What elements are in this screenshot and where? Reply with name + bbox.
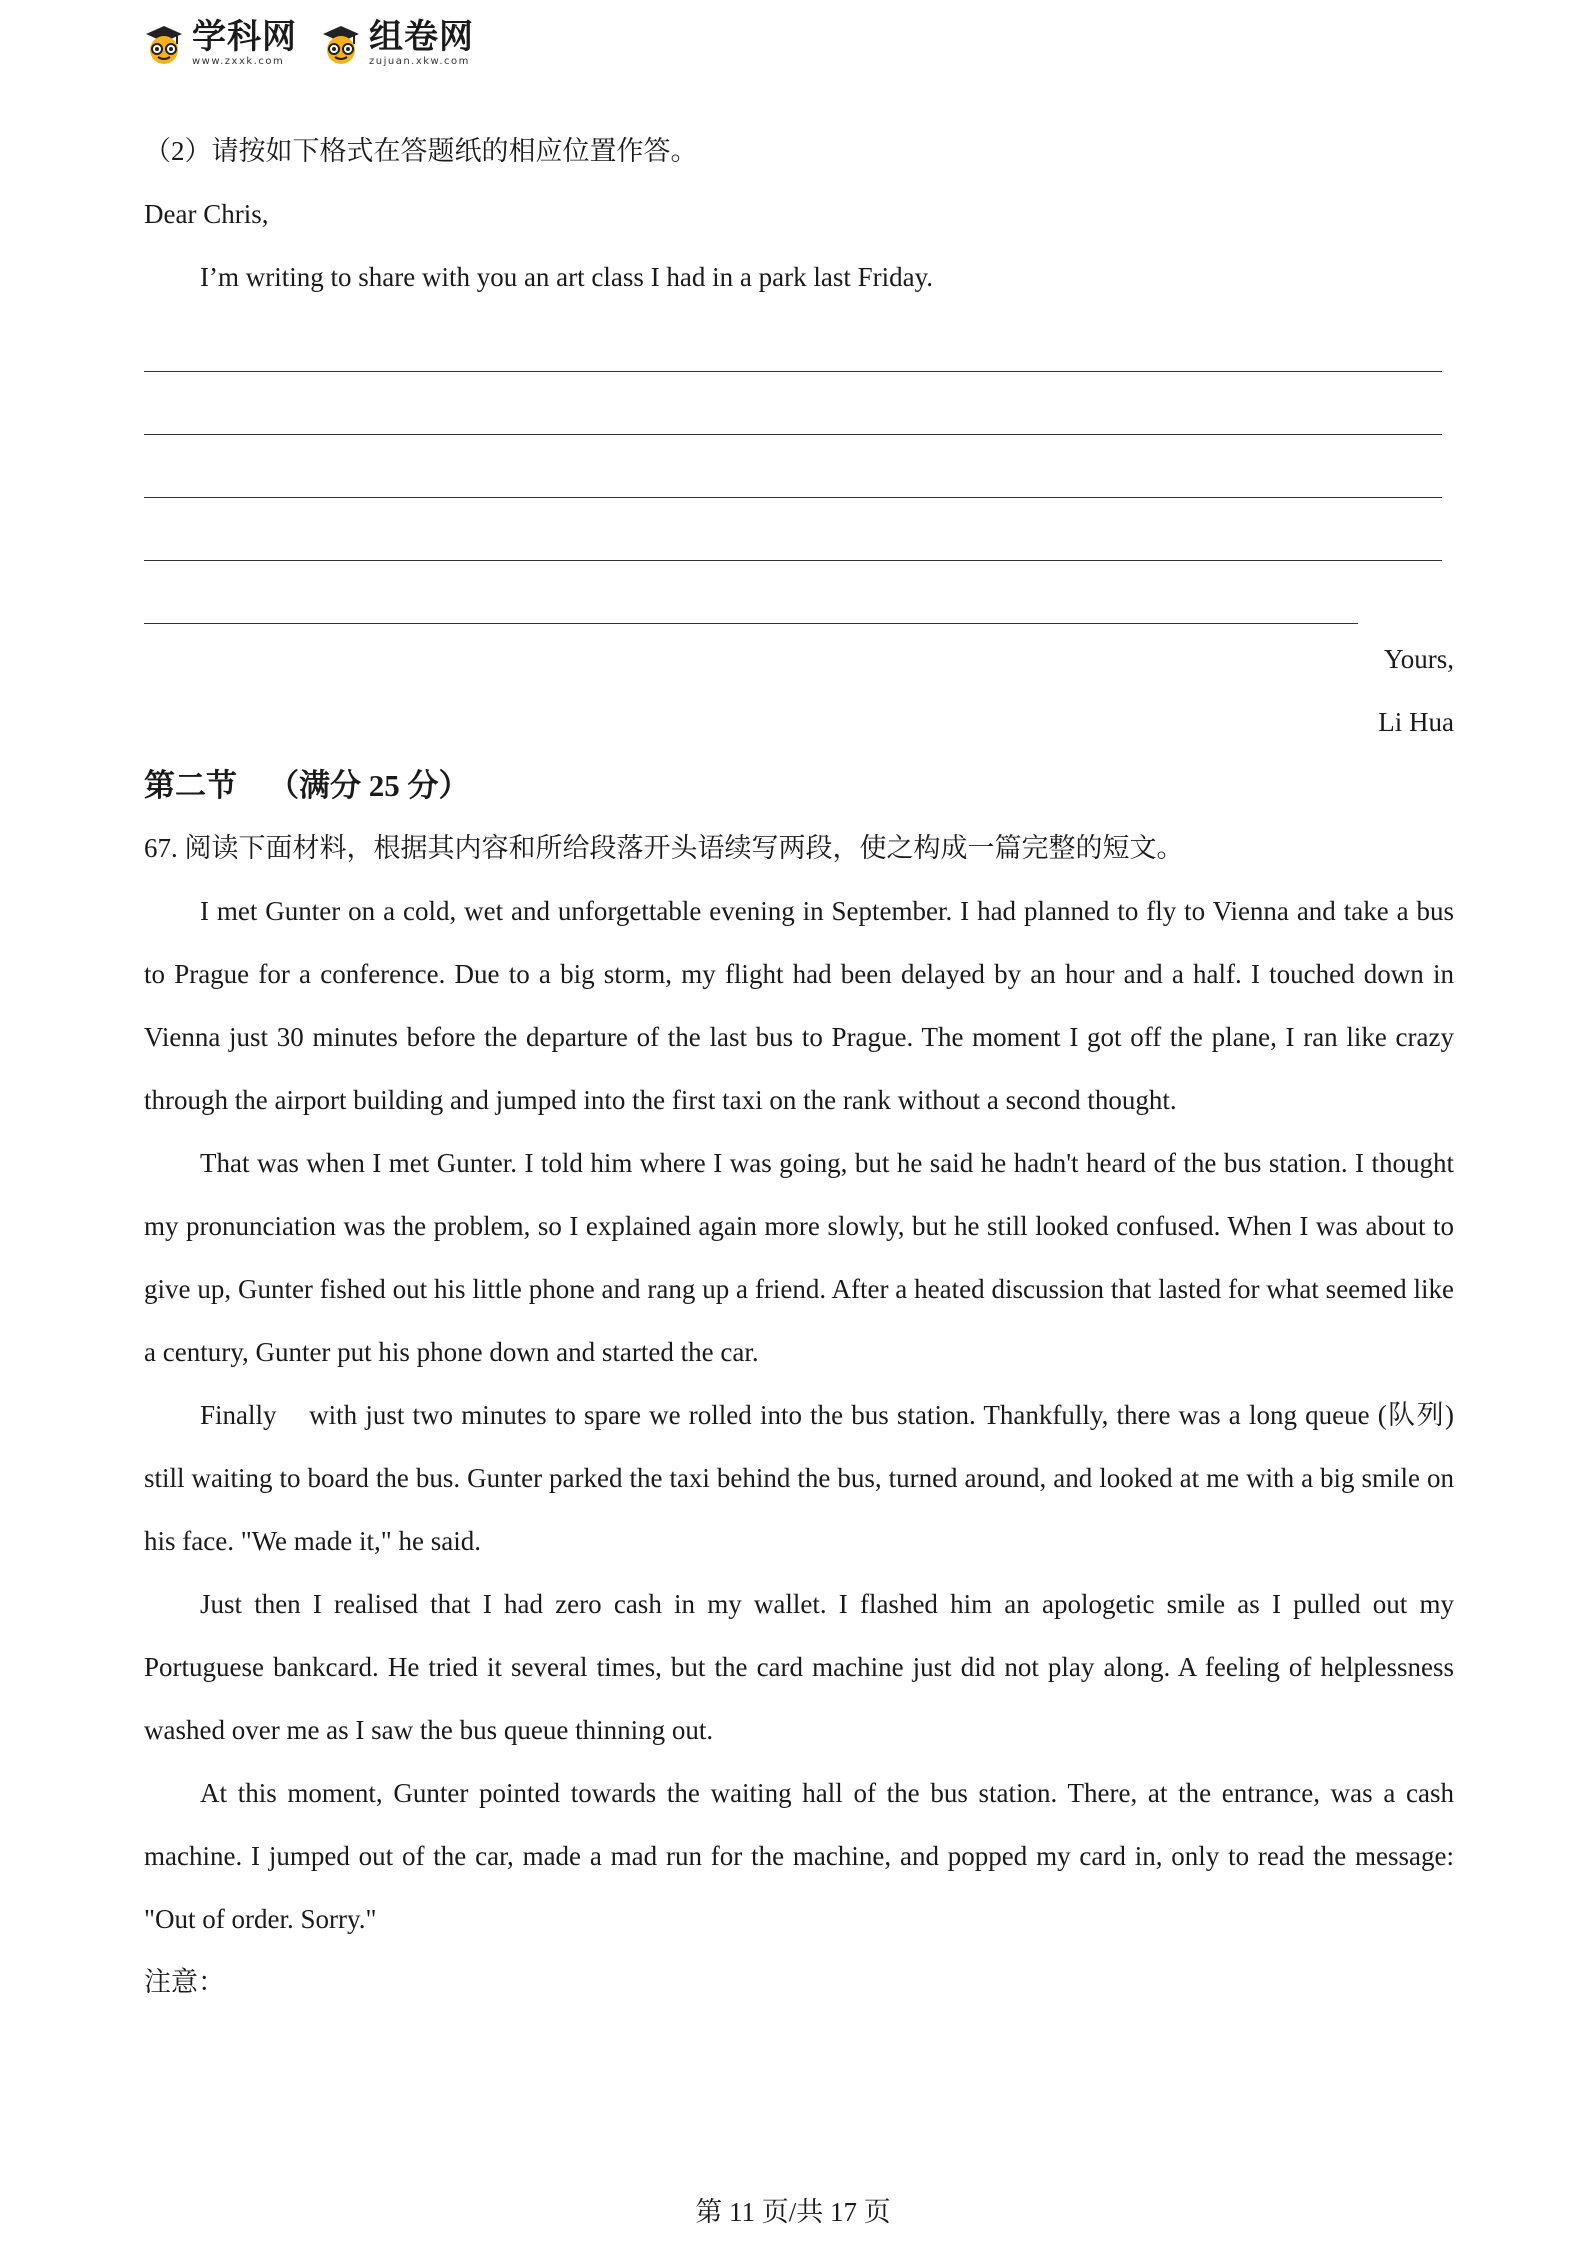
answer-line[interactable] [144,498,1442,561]
story-paragraph: That was when I met Gunter. I told him where I was going, but he said he hadn't heard of the bus station. I thought my pronunciation was the problem, so I explained again more slowly, but he still looked confused. When I was about to give up, Gunter fished out his little phone and rang up a friend. After a heated discussion that lasted for what seemed like a century, Gunter put his phone down and started the car. [144,1148,1454,1367]
logo-zxxk-name: 学科网 [192,17,297,57]
answer-line[interactable] [144,435,1442,498]
story-paragraph: Finally with just two minutes to spare we rolled into the bus station. Thankfully, there was a long queue (队列) still waiting to board the bus. Gunter parked the taxi behind the bus, turned around, and looked at me with a big smile on his face. "We made it," he said. [144,1400,1461,1556]
letter-opening: I’m writing to share with you an art class I had in a park last Friday. [200,262,934,292]
logo-zujuan-name: 组卷网 [369,17,474,57]
header-logos [142,17,474,67]
page-number: 第 11 页/共 17 页 [695,2197,891,2227]
letter-signature: Li Hua [1378,707,1454,737]
question-prompt: 67. 阅读下面材料，根据其内容和所给段落开头语续写两段，使之构成一篇完整的短文。 [144,833,1184,863]
letter-salutation: Dear Chris, [144,199,269,229]
story-paragraph: At this moment, Gunter pointed towards the waiting hall of the bus station. There, at the entrance, was a cash machine. I jumped out of the car, made a mad run for the machine, and popped my card in, only to read the message: "Out of order. Sorry." [144,1778,1454,1934]
answer-line[interactable] [144,372,1442,435]
logo-zujuan [319,17,474,67]
section-title: 第二节 （满分 25 分） [144,768,470,803]
story-paragraph: Just then I realised that I had zero cash in my wallet. I flashed him an apologetic smile as I pulled out my Portuguese bankcard. He tried it several times, but the card machine just did not play along. A feeling of helplessness washed over me as I saw the bus queue thinning out. [144,1589,1454,1745]
answer-line[interactable] [144,561,1358,624]
answer-line[interactable] [144,309,1442,372]
mascot-icon [142,22,186,66]
answer-lines [144,309,1454,624]
letter-closing: Yours, [1383,644,1454,674]
logo-zujuan-url: zujuan.xkw.com [369,56,470,67]
logo-zxxk [142,17,297,67]
mascot-icon [319,22,363,66]
story-paragraph: I met Gunter on a cold, wet and unforgettable evening in September. I had planned to fly to Vienna and take a bus to Prague for a conference. Due to a big storm, my flight had been delayed by an hour and a half. I touched down in Vienna just 30 minutes before the departure of the last bus to Prague. The moment I got off the plane, I ran like crazy through the airport building and jumped into the first taxi on the rank without a second thought. [144,896,1454,1115]
logo-zxxk-url: www.zxxk.com [192,56,285,67]
instruction: （2）请按如下格式在答题纸的相应位置作答。 [144,136,698,166]
note-label: 注意： [144,1967,225,1997]
page-content [144,120,1461,2014]
